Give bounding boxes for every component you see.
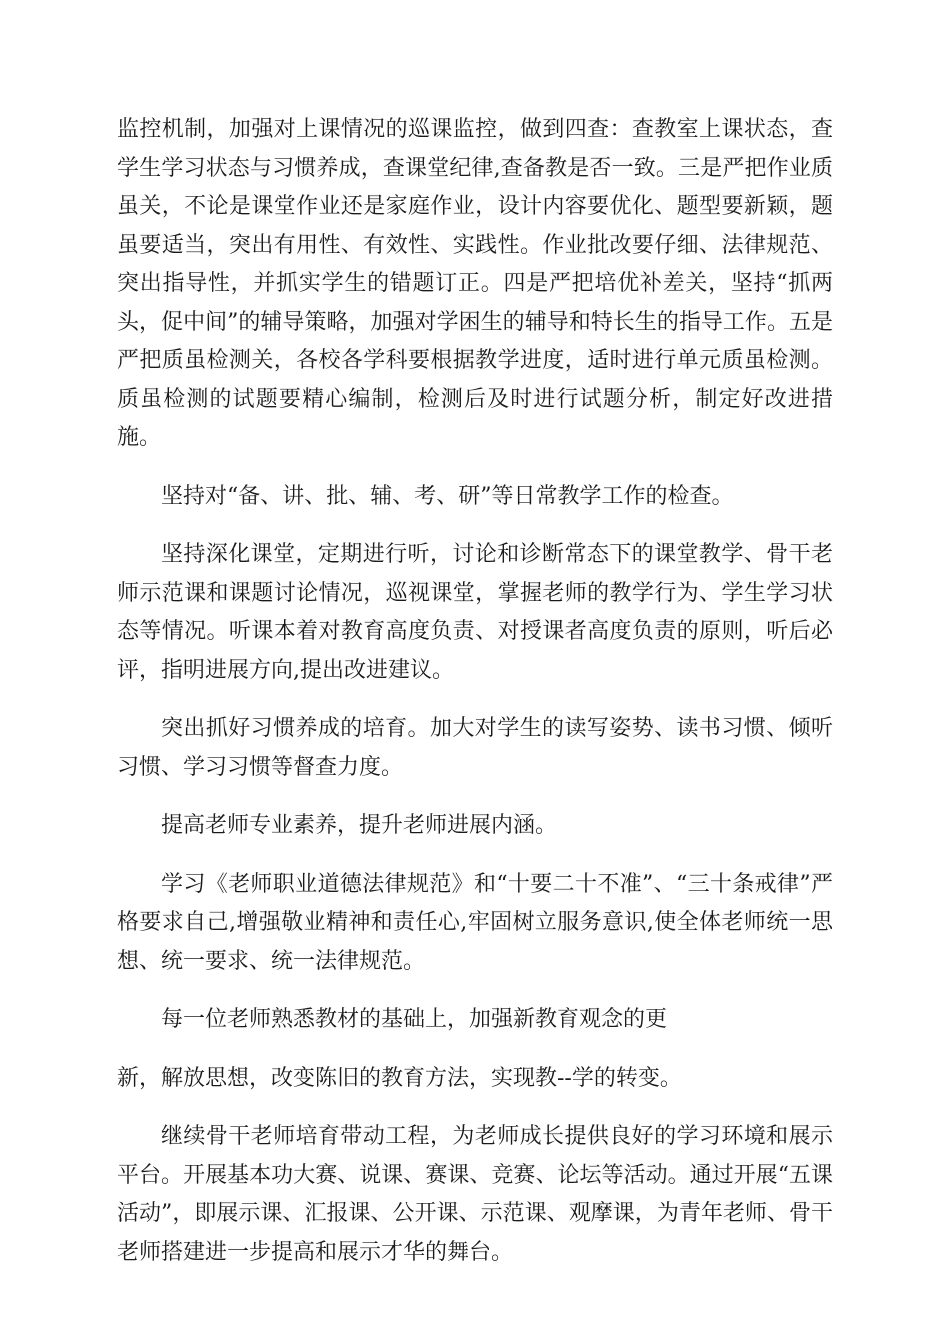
paragraph: 坚持深化课堂，定期进行听，讨论和诊断常态下的课堂教学、骨干老师示范课和课题讨论情况，巡视课堂，掌握老师的教学行为、学生学习状态等情况。听课本着对教育高度负责、对授课者高度负责的原则，听后必评，指明进展方向,提出改进建议。: [117, 542, 833, 683]
document-body: [117, 111, 833, 1272]
paragraph: 新，解放思想，改变陈旧的教育方法，实现教--学的转变。: [117, 1065, 682, 1091]
paragraph: 坚持对“备、讲、批、辅、考、研”等日常教学工作的检查。: [161, 483, 734, 509]
paragraph: 突出抓好习惯养成的培育。加大对学生的读写姿势、读书习惯、倾听习惯、学习习惯等督查力度。: [117, 716, 833, 780]
paragraph: 每一位老师熟悉教材的基础上，加强新教育观念的更: [161, 1007, 668, 1032]
paragraph-continued: 监控机制，加强对上课情况的巡课监控，做到四查：查教室上课状态，查学生学习状态与习惯养成，查课堂纪律,查备教是否一致。三是严把作业质虽关，不论是课堂作业还是家庭作业，设计内容要优化、题型要新颖，题虽要适当，突出有用性、有效性、实践性。作业批改要仔细、法律规范、突出指导性，并抓实学生的错题订正。四是严把培优补差关，坚持“抓两头，促中间”的辅导策略，加强对学困生的辅导和特长生的指导工作。五是严把质虽检测关，各校各学科要根据教学进度，适时进行单元质虽检测。质虽检测的试题要精心编制，检测后及时进行试题分析，制定好改进措施。: [117, 117, 833, 450]
paragraph: 继续骨干老师培育带动工程，为老师成长提供良好的学习环境和展示平台。开展基本功大赛、说课、赛课、竞赛、论坛等活动。通过开展“五课活动”，即展示课、汇报课、公开课、示范课、观摩课，为青年老师、骨干老师搭建进一步提高和展示才华的舞台。: [117, 1124, 833, 1265]
paragraph: 学习《老师职业道德法律规范》和“十要二十不准”、“三十条戒律”严格要求自己,增强敬业精神和责任心,牢固树立服务意识,使全体老师统一思想、统一要求、统一法律规范。: [117, 871, 833, 974]
paragraph: 提高老师专业素养，提升老师进展内涵。: [161, 813, 558, 838]
